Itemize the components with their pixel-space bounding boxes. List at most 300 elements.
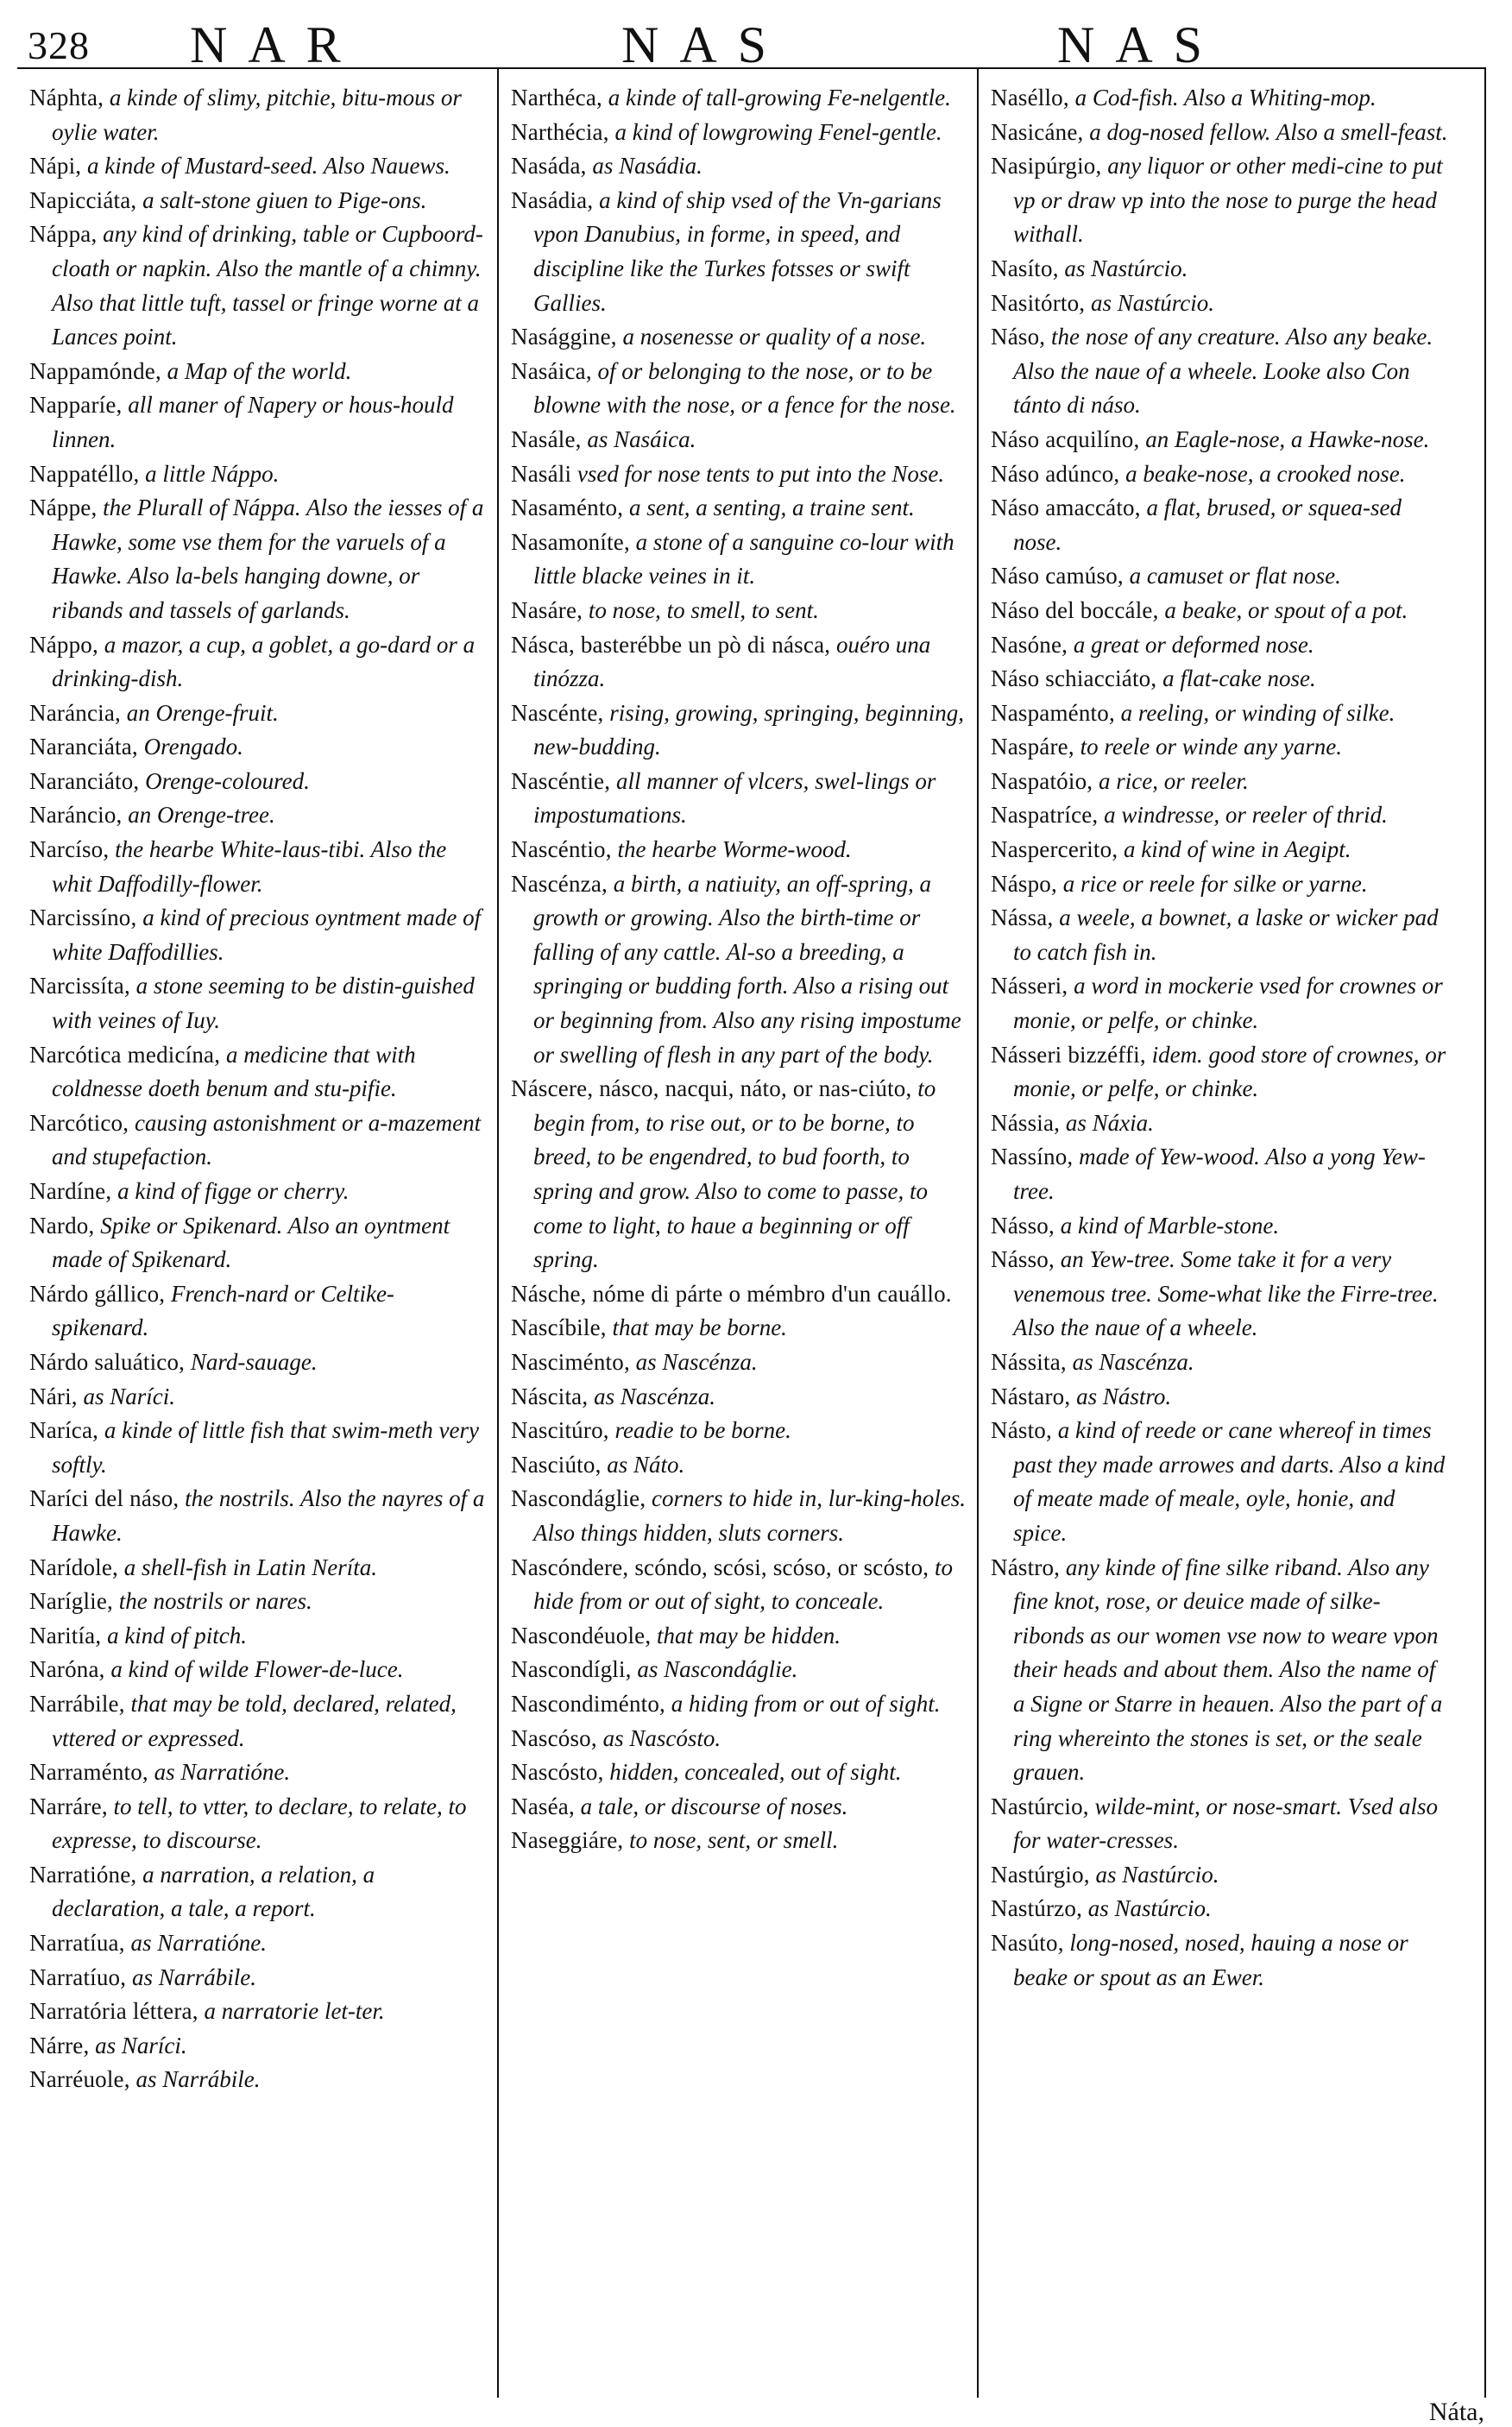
entry-headword: Naspatóio, xyxy=(991,767,1093,794)
dictionary-entry xyxy=(29,1756,487,1790)
entry-headword: Nascóndere, scóndo, scósi, scóso, or scósto, xyxy=(511,1554,929,1580)
entry-definition: a windresse, or reeler of thrid. xyxy=(1098,802,1388,829)
entry-definition: a stone seeming to be distin-guished with veines of Iuy. xyxy=(52,973,475,1034)
entry-headword: Narratíua, xyxy=(29,1930,125,1957)
entry-definition: to nose, to smell, to sent. xyxy=(583,596,819,623)
dictionary-entry xyxy=(29,1175,487,1209)
dictionary-entry xyxy=(29,1038,487,1106)
entry-definition: a kind of precious oyntment made of white Daffodillies. xyxy=(52,905,482,965)
entry-definition: as Narrábile. xyxy=(129,2066,261,2093)
catchword: Náta, xyxy=(1428,2398,1484,2426)
entry-headword: Naséa, xyxy=(511,1793,575,1819)
dictionary-entry xyxy=(511,116,968,150)
entry-definition: as Naríci. xyxy=(77,1383,175,1409)
entry-definition: an Yew-tree. Some take it for a very venemous tree. Some-what like the Firre-tree. Also the naue of a wheele. xyxy=(1013,1246,1439,1341)
entry-headword: Nascitúro, xyxy=(511,1417,609,1444)
entry-definition: a Cod-fish. Also a Whiting-mop. xyxy=(1068,85,1377,110)
entry-headword: Narcissíno, xyxy=(29,905,137,931)
entry-definition: that may be told, declared, related, vttered or expressed. xyxy=(52,1690,457,1751)
entry-definition: a beake-nose, a crooked nose. xyxy=(1119,460,1406,487)
entry-definition: as Nasádia. xyxy=(586,153,702,180)
dictionary-entry xyxy=(511,1790,968,1825)
entry-headword: Nasíto, xyxy=(991,255,1059,281)
entry-definition: a tale, or discourse of noses. xyxy=(574,1793,848,1819)
entry-definition: any liquor or other medi-cine to put vp or draw vp into the nose to purge the head withall. xyxy=(1013,153,1443,248)
dictionary-entry xyxy=(29,1414,487,1482)
dictionary-entry xyxy=(511,697,968,765)
entry-headword: Narcótica medicína, xyxy=(29,1041,221,1068)
dictionary-entry xyxy=(991,798,1448,833)
dictionary-entry xyxy=(991,1140,1448,1208)
dictionary-entry xyxy=(991,628,1448,663)
dictionary-entry xyxy=(511,1653,968,1687)
running-head-center: NAS xyxy=(621,16,788,73)
entry-definition: to tell, to vtter, to declare, to relate, to expresse, to discourse. xyxy=(52,1793,467,1854)
entry-definition: the nostrils or nares. xyxy=(113,1588,312,1615)
entry-headword: Naráncia, xyxy=(29,699,121,726)
dictionary-entry xyxy=(511,149,968,184)
entry-definition: a kind of Marble-stone. xyxy=(1054,1212,1280,1239)
dictionary-entry xyxy=(991,901,1448,969)
entry-headword: Narcótico, xyxy=(29,1109,129,1136)
dictionary-entry xyxy=(29,2063,487,2097)
dictionary-entry xyxy=(29,1106,487,1175)
entry-headword: Náppo, xyxy=(29,631,98,658)
entry-headword: Nascénza, xyxy=(511,870,608,897)
entry-definition: Nard-sauage. xyxy=(185,1348,318,1375)
entry-headword: Nascénte, xyxy=(511,699,604,726)
entry-headword: Nascíbile, xyxy=(511,1314,607,1341)
entry-definition: a camuset or flat nose. xyxy=(1123,563,1341,589)
dictionary-entry xyxy=(991,1858,1448,1893)
entry-definition: a word in mockerie vsed for crownes or monie, or pelfe, or chinke. xyxy=(1013,973,1443,1034)
entry-headword: Nascóso, xyxy=(511,1724,597,1751)
entry-definition: a sent, a senting, a traine sent. xyxy=(623,495,915,521)
entry-definition: hidden, concealed, out of sight. xyxy=(603,1759,902,1786)
dictionary-entry xyxy=(511,1687,968,1722)
dictionary-entry xyxy=(29,1209,487,1277)
entry-definition: a shell-fish in Latin Neríta. xyxy=(118,1554,378,1580)
dictionary-entry xyxy=(29,1482,487,1550)
entry-headword: Nápi, xyxy=(29,153,82,180)
entry-definition: a Map of the world. xyxy=(161,357,352,384)
entry-definition: the hearbe Worme-wood. xyxy=(611,836,852,863)
entry-definition: a narratorie let-ter. xyxy=(198,1998,385,2025)
entry-definition: as Nascondáglie. xyxy=(631,1656,798,1683)
entry-headword: Naranciáto, xyxy=(29,767,140,794)
dictionary-entry xyxy=(991,969,1448,1037)
entry-definition: that may be borne. xyxy=(606,1314,787,1341)
dictionary-entry xyxy=(511,423,968,457)
entry-definition: Orenge-coloured. xyxy=(139,767,310,794)
entry-headword: Náphta, xyxy=(29,85,104,110)
entry-definition: all maner of Napery or hous-hould linnen. xyxy=(52,392,454,452)
entry-definition: as Nascósto. xyxy=(596,1724,721,1751)
entry-headword: Nássita, xyxy=(991,1348,1067,1375)
entry-definition: a beake, or spout of a pot. xyxy=(1158,596,1408,623)
entry-definition: as Nascénza. xyxy=(629,1348,758,1375)
entry-headword: Nasóne, xyxy=(991,631,1068,658)
entry-definition: to nose, sent, or smell. xyxy=(623,1827,839,1854)
entry-definition: made of Yew-wood. Also a yong Yew-tree. xyxy=(1013,1144,1426,1204)
entry-definition: a weele, a bownet, a laske or wicker pad to catch fish in. xyxy=(1013,905,1439,965)
text-frame xyxy=(17,67,1486,2426)
entry-headword: Naríci del náso, xyxy=(29,1485,180,1512)
entry-definition: as Nascénza. xyxy=(1066,1348,1194,1375)
dictionary-entry xyxy=(29,217,487,354)
entry-headword: Nasitórto, xyxy=(991,289,1086,316)
column-rule xyxy=(497,67,499,2398)
dictionary-entry xyxy=(29,697,487,731)
entry-headword: Náso del boccále, xyxy=(991,596,1159,623)
entry-definition: idem. good store of crownes, or monie, or pelfe, or chinke. xyxy=(1013,1041,1446,1102)
dictionary-entry xyxy=(29,1380,487,1415)
entry-definition: a rice, or reeler. xyxy=(1093,767,1249,794)
entry-headword: Naróna, xyxy=(29,1656,105,1683)
entry-headword: Nastúrzo, xyxy=(991,1895,1083,1922)
entry-definition: as Náxia. xyxy=(1060,1109,1154,1136)
dictionary-entry xyxy=(511,184,968,320)
dictionary-entry xyxy=(511,1482,968,1550)
dictionary-entry xyxy=(511,1756,968,1790)
dictionary-entry xyxy=(511,628,968,697)
entry-definition: corners to hide in, lur-king-holes. Also things hidden, sluts corners. xyxy=(533,1485,966,1546)
dictionary-entry xyxy=(511,1414,968,1448)
entry-definition: vsed for nose tents to put into the Nose. xyxy=(571,460,945,487)
dictionary-entry xyxy=(991,1892,1448,1926)
dictionary-entry xyxy=(991,697,1448,731)
dictionary-entry xyxy=(29,1858,487,1926)
entry-definition: an Eagle-nose, a Hawke-nose. xyxy=(1139,426,1430,452)
entry-definition: an Orenge-tree. xyxy=(122,802,275,829)
entry-headword: Naríglie, xyxy=(29,1588,114,1615)
entry-headword: Nasciménto, xyxy=(511,1348,630,1375)
entry-headword: Nastúrgio, xyxy=(991,1861,1090,1888)
entry-headword: Narcissíta, xyxy=(29,973,130,999)
entry-headword: Násso, xyxy=(991,1212,1055,1239)
dictionary-entry xyxy=(29,1926,487,1961)
dictionary-entry xyxy=(511,457,968,492)
column-middle xyxy=(511,81,968,1858)
entry-headword: Nardo, xyxy=(29,1212,95,1239)
entry-headword: Nasipúrgio, xyxy=(991,153,1102,180)
entry-headword: Naritía, xyxy=(29,1622,102,1648)
dictionary-entry xyxy=(29,730,487,765)
dictionary-entry xyxy=(511,81,968,116)
entry-headword: Naséllo, xyxy=(991,85,1069,110)
dictionary-entry xyxy=(991,423,1448,457)
entry-headword: Nárdo gállico, xyxy=(29,1280,166,1307)
dictionary-entry xyxy=(511,1619,968,1654)
entry-definition: a flat, brused, or squea-sed nose. xyxy=(1013,495,1402,555)
dictionary-entry xyxy=(991,1414,1448,1550)
entry-headword: Narcíso, xyxy=(29,836,110,863)
entry-headword: Náso amaccáto, xyxy=(991,495,1141,521)
entry-headword: Narréuole, xyxy=(29,2066,130,2093)
entry-definition: any kinde of fine silke riband. Also any fine knot, rose, or deuice made of silke-ribonds as our women vse now to weare vpon their heads and about them. Also the name of a Signe or Starre in heauen. Also the part of a ring whereinto the stones is set, or the seale grauen. xyxy=(1013,1554,1443,1786)
entry-headword: Nastúrcio, xyxy=(991,1793,1089,1819)
dictionary-entry xyxy=(29,184,487,218)
dictionary-entry xyxy=(991,457,1448,492)
dictionary-entry xyxy=(991,559,1448,594)
entry-headword: Nappatéllo, xyxy=(29,460,140,487)
dictionary-entry xyxy=(991,765,1448,799)
entry-headword: Nascondígli, xyxy=(511,1656,632,1683)
entry-definition: rising, growing, springing, beginning, new-budding. xyxy=(533,699,965,760)
dictionary-entry xyxy=(29,628,487,697)
entry-headword: Nasúto, xyxy=(991,1930,1064,1957)
entry-headword: Naspáre, xyxy=(991,734,1074,760)
entry-headword: Narthéca, xyxy=(511,85,602,110)
dictionary-entry xyxy=(29,1551,487,1585)
entry-headword: Násso, xyxy=(991,1246,1055,1273)
entry-headword: Nárdo saluático, xyxy=(29,1348,186,1375)
entry-definition: as Narratióne. xyxy=(124,1930,267,1957)
dictionary-entry xyxy=(511,1824,968,1858)
entry-definition: to begin from, to rise out, or to be borne, to breed, to be engendred, to bud foorth, to spring and grow. Also to come to passe, to come to light, to haue a beginning or off spring. xyxy=(533,1075,936,1273)
entry-headword: Nasággine, xyxy=(511,324,617,350)
entry-headword: Nardíne, xyxy=(29,1178,112,1204)
page-header xyxy=(17,7,1484,73)
entry-definition: as Nastúrcio. xyxy=(1082,1895,1212,1922)
dictionary-entry xyxy=(29,969,487,1037)
page-number: 328 xyxy=(28,23,90,67)
dictionary-entry xyxy=(991,1926,1448,1995)
entry-headword: Náscita, xyxy=(511,1383,589,1409)
dictionary-entry xyxy=(991,1551,1448,1790)
entry-headword: Náso adúnco, xyxy=(991,460,1120,487)
entry-definition: all manner of vlcers, swel-lings or impostumations. xyxy=(533,767,936,829)
entry-headword: Náspo, xyxy=(991,870,1057,897)
entry-definition: a nosenesse or quality of a nose. xyxy=(616,324,927,350)
entry-headword: Náso schiacciáto, xyxy=(991,665,1157,692)
entry-headword: Násche, nóme di párte o mémbro d'un cauállo. xyxy=(511,1280,952,1307)
dictionary-entry xyxy=(29,355,487,389)
entry-definition: the Plurall of Náppa. Also the iesses of a Hawke, some vse them for the varuels of a Hawke. Also la-bels hanging downe, or ribands and tassels of garlands. xyxy=(52,495,484,623)
entry-headword: Napicciáta, xyxy=(29,186,137,213)
dictionary-entry xyxy=(511,1551,968,1619)
dictionary-entry xyxy=(991,1790,1448,1858)
dictionary-entry xyxy=(29,1790,487,1858)
dictionary-entry xyxy=(29,901,487,969)
entry-headword: Narídole, xyxy=(29,1554,119,1580)
entry-definition: as Náto. xyxy=(601,1451,685,1478)
entry-headword: Náppa, xyxy=(29,221,98,248)
dictionary-entry xyxy=(991,116,1448,150)
entry-headword: Narthécia, xyxy=(511,118,609,145)
entry-definition: French-nard or Celtike-spikenard. xyxy=(52,1280,394,1341)
dictionary-entry xyxy=(29,388,487,457)
dictionary-entry xyxy=(991,149,1448,252)
entry-definition: Orengado. xyxy=(137,734,243,760)
dictionary-entry xyxy=(511,355,968,423)
entry-definition: wilde-mint, or nose-smart. Vsed also for water-cresses. xyxy=(1013,1793,1438,1854)
entry-definition: a hiding from or out of sight. xyxy=(665,1690,941,1717)
dictionary-entry xyxy=(991,867,1448,902)
entry-headword: Narratória léttera, xyxy=(29,1998,198,2025)
entry-definition: as Nástro. xyxy=(1070,1383,1172,1409)
entry-headword: Nasaménto, xyxy=(511,495,624,521)
entry-headword: Nasáica, xyxy=(511,357,592,384)
dictionary-entry xyxy=(511,1277,968,1312)
dictionary-entry xyxy=(991,662,1448,697)
dictionary-entry xyxy=(29,765,487,799)
entry-definition: a kinde of slimy, pitchie, bitu-mous or oylie water. xyxy=(52,85,462,145)
dictionary-entry xyxy=(991,730,1448,765)
entry-definition: as Narrábile. xyxy=(126,1964,256,1990)
entry-definition: Spike or Spikenard. Also an oyntment made of Spikenard. xyxy=(52,1212,450,1273)
entry-headword: Naráncio, xyxy=(29,802,123,829)
entry-headword: Napparíe, xyxy=(29,392,123,419)
running-head-right: NAS xyxy=(1057,16,1224,73)
entry-headword: Nasciúto, xyxy=(511,1451,602,1478)
entry-headword: Náso acquilíno, xyxy=(991,426,1140,452)
dictionary-entry xyxy=(29,1346,487,1380)
entry-definition: of or belonging to the nose, or to be blowne with the nose, or a fence for the nose. xyxy=(533,357,956,419)
entry-definition: a kind of pitch. xyxy=(101,1622,248,1648)
entry-definition: to reele or winde any yarne. xyxy=(1074,734,1342,760)
entry-definition: a little Náppo. xyxy=(139,460,280,487)
entry-headword: Nasáre, xyxy=(511,596,583,623)
entry-definition: a kinde of tall-growing Fe-nelgentle. xyxy=(602,85,951,110)
entry-definition: a kind of wilde Flower-de-luce. xyxy=(104,1656,404,1683)
entry-headword: Naspatríce, xyxy=(991,802,1099,829)
entry-definition: a salt-stone giuen to Pige-ons. xyxy=(136,186,427,213)
entry-headword: Nasicáne, xyxy=(991,118,1084,145)
entry-headword: Narráre, xyxy=(29,1793,108,1819)
entry-definition: a reeling, or winding of silke. xyxy=(1114,699,1395,726)
entry-definition: a kind of lowgrowing Fenel-gentle. xyxy=(608,118,942,145)
entry-headword: Naspaménto, xyxy=(991,699,1115,726)
running-head-left: NAR xyxy=(190,16,362,73)
entry-definition: as Nastúrcio. xyxy=(1085,289,1215,316)
entry-headword: Naranciáta, xyxy=(29,734,138,760)
dictionary-entry xyxy=(511,491,968,526)
dictionary-entry xyxy=(991,320,1448,423)
dictionary-entry xyxy=(991,833,1448,867)
entry-headword: Nasamoníte, xyxy=(511,528,630,555)
dictionary-entry xyxy=(29,491,487,627)
entry-headword: Nasáli xyxy=(511,460,572,487)
dictionary-entry xyxy=(511,1448,968,1483)
dictionary-entry xyxy=(991,1380,1448,1415)
entry-definition: a kind of ship vsed of the Vn-garians vpon Danubius, in forme, in speed, and discipline like the Turkes fotsses or swift Gallies. xyxy=(533,186,942,316)
dictionary-entry xyxy=(29,1653,487,1687)
dictionary-entry xyxy=(511,867,968,1073)
dictionary-entry xyxy=(29,1687,487,1756)
dictionary-entry xyxy=(29,1277,487,1346)
entry-headword: Nascéntio, xyxy=(511,836,612,863)
entry-headword: Nassíno, xyxy=(991,1144,1074,1170)
dictionary-entry xyxy=(991,1106,1448,1141)
dictionary-entry xyxy=(511,765,968,833)
entry-headword: Nascondéuole, xyxy=(511,1622,652,1648)
entry-definition: as Naríci. xyxy=(89,2032,187,2058)
dictionary-entry xyxy=(29,2029,487,2064)
entry-definition: as Nascénza. xyxy=(588,1383,716,1409)
entry-definition: a stone of a sanguine co-lour with little blacke veines in it. xyxy=(533,528,954,589)
entry-definition: a medicine that with coldnesse doeth benum and stu-pifie. xyxy=(52,1041,416,1102)
entry-headword: Násca, basterébbe un pò di násca, xyxy=(511,631,831,658)
dictionary-entry xyxy=(511,1722,968,1756)
entry-definition: a mazor, a cup, a goblet, a go-dard or a drinking-dish. xyxy=(52,631,476,692)
entry-definition: as Nastúrcio. xyxy=(1089,1861,1219,1888)
entry-definition: a great or deformed nose. xyxy=(1068,631,1314,658)
dictionary-entry xyxy=(29,798,487,833)
entry-definition: any kind of drinking, table or Cupboord-cloath or napkin. Also the mantle of a chimny. Also that little tuft, tassel or fringe worne at a Lances point. xyxy=(52,221,483,350)
entry-headword: Náso, xyxy=(991,324,1046,350)
entry-definition: the nose of any creature. Also any beake. Also the naue of a wheele. Looke also Con tánto di náso. xyxy=(1013,324,1433,419)
entry-headword: Narratióne, xyxy=(29,1861,137,1888)
entry-headword: Nasádia, xyxy=(511,186,594,213)
entry-definition: the hearbe White-laus-tibi. Also the whit Daffodilly-flower. xyxy=(52,836,447,897)
dictionary-entry xyxy=(511,833,968,867)
dictionary-entry xyxy=(991,81,1448,116)
dictionary-entry xyxy=(29,457,487,492)
dictionary-entry xyxy=(991,1243,1448,1346)
entry-headword: Nástro, xyxy=(991,1554,1061,1580)
column-left xyxy=(29,81,487,2097)
entry-definition: as Nastúrcio. xyxy=(1058,255,1188,281)
dictionary-entry xyxy=(29,149,487,184)
entry-headword: Nascéntie, xyxy=(511,767,611,794)
entry-headword: Násseri bizzéffi, xyxy=(991,1041,1146,1068)
entry-headword: Nástaro, xyxy=(991,1383,1071,1409)
dictionary-entry xyxy=(511,526,968,594)
entry-headword: Nássia, xyxy=(991,1109,1061,1136)
dictionary-entry xyxy=(29,1619,487,1654)
dictionary-entry xyxy=(511,1346,968,1380)
entry-headword: Nárre, xyxy=(29,2032,90,2058)
entry-headword: Násto, xyxy=(991,1417,1052,1444)
entry-headword: Nascósto, xyxy=(511,1759,604,1786)
entry-definition: a narration, a relation, a declaration, a tale, a report. xyxy=(52,1861,375,1922)
dictionary-entry xyxy=(511,1311,968,1346)
entry-definition: that may be hidden. xyxy=(651,1622,841,1648)
entry-headword: Náso camúso, xyxy=(991,563,1124,589)
entry-definition: as Nasáica. xyxy=(581,426,696,452)
dictionary-entry xyxy=(991,594,1448,628)
entry-headword: Naspercerito, xyxy=(991,836,1118,863)
entry-headword: Náppe, xyxy=(29,495,98,521)
entry-definition: long-nosed, nosed, hauing a nose or beake or spout as an Ewer. xyxy=(1013,1930,1408,1990)
column-rule xyxy=(977,67,979,2398)
entry-headword: Naseggiáre, xyxy=(511,1827,624,1854)
entry-headword: Náscere, násco, nacqui, náto, or nas-ciúto, xyxy=(511,1075,912,1102)
dictionary-entry xyxy=(991,491,1448,559)
entry-definition: the nostrils. Also the nayres of a Hawke. xyxy=(52,1485,485,1546)
column-right xyxy=(991,81,1448,1995)
entry-definition: as Narratióne. xyxy=(148,1759,291,1786)
entry-definition: a kind of figge or cherry. xyxy=(111,1178,350,1204)
dictionary-entry xyxy=(991,1346,1448,1380)
dictionary-entry xyxy=(29,833,487,901)
entry-headword: Nássa, xyxy=(991,905,1054,931)
entry-definition: an Orenge-fruit. xyxy=(120,699,279,726)
dictionary-entry xyxy=(29,81,487,149)
entry-headword: Nasáda, xyxy=(511,153,587,180)
entry-headword: Nári, xyxy=(29,1383,78,1409)
dictionary-page xyxy=(17,7,1484,2426)
entry-headword: Nascondáglie, xyxy=(511,1485,646,1512)
entry-definition: a dog-nosed fellow. Also a smell-feast. xyxy=(1083,118,1448,145)
entry-definition: readie to be borne. xyxy=(608,1417,791,1444)
entry-definition: a kind of wine in Aegipt. xyxy=(1118,836,1351,863)
dictionary-entry xyxy=(991,252,1448,287)
dictionary-entry xyxy=(511,320,968,355)
entry-headword: Nascondiménto, xyxy=(511,1690,666,1717)
dictionary-entry xyxy=(991,1038,1448,1106)
